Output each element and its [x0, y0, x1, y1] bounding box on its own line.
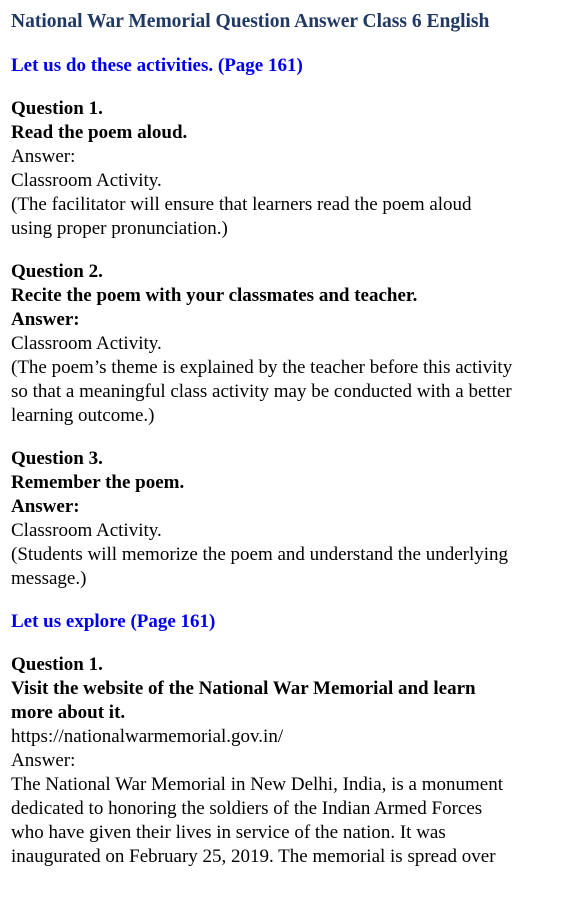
answer-label: Answer:	[11, 496, 80, 517]
answer-text: dedicated to honoring the soldiers of the Indian Armed Forces	[11, 798, 483, 819]
question-label: Question 2.	[11, 261, 103, 282]
answer-text: message.)	[11, 568, 87, 589]
question-block-1	[11, 97, 574, 241]
answer-text: learning outcome.)	[11, 405, 155, 426]
answer-label: Answer:	[11, 750, 76, 771]
answer-label: Answer:	[11, 146, 76, 167]
question-block-explore-1	[11, 653, 574, 869]
answer-text: so that a meaningful class activity may be conducted with a better	[11, 381, 512, 402]
question-text: Recite the poem with your classmates and teacher.	[11, 285, 418, 306]
website-url: https://nationalwarmemorial.gov.in/	[11, 726, 284, 747]
question-text: more about it.	[11, 702, 126, 723]
question-text: Read the poem aloud.	[11, 122, 188, 143]
question-label: Question 1.	[11, 98, 103, 119]
answer-text: Classroom Activity.	[11, 170, 162, 191]
section-heading-activities: Let us do these activities. (Page 161)	[11, 55, 303, 76]
answer-text: inaugurated on February 25, 2019. The memorial is spread over	[11, 846, 496, 867]
answer-text: Classroom Activity.	[11, 333, 162, 354]
answer-text: who have given their lives in service of the nation. It was	[11, 822, 446, 843]
question-label: Question 1.	[11, 654, 103, 675]
question-text: Visit the website of the National War Memorial and learn	[11, 678, 476, 699]
question-label: Question 3.	[11, 448, 103, 469]
document-page	[0, 9, 582, 869]
answer-text: (Students will memorize the poem and understand the underlying	[11, 544, 509, 565]
section-heading-explore: Let us explore (Page 161)	[11, 611, 216, 632]
answer-text: Classroom Activity.	[11, 520, 162, 541]
answer-text: The National War Memorial in New Delhi, India, is a monument	[11, 774, 503, 795]
answer-text: (The poem’s theme is explained by the teacher before this activity	[11, 357, 513, 378]
question-text: Remember the poem.	[11, 472, 185, 493]
answer-text: (The facilitator will ensure that learners read the poem aloud	[11, 194, 472, 215]
question-block-2	[11, 260, 574, 428]
page-title: National War Memorial Question Answer Class 6 English	[11, 11, 490, 32]
answer-label: Answer:	[11, 309, 80, 330]
answer-text: using proper pronunciation.)	[11, 218, 228, 239]
question-block-3	[11, 447, 574, 591]
